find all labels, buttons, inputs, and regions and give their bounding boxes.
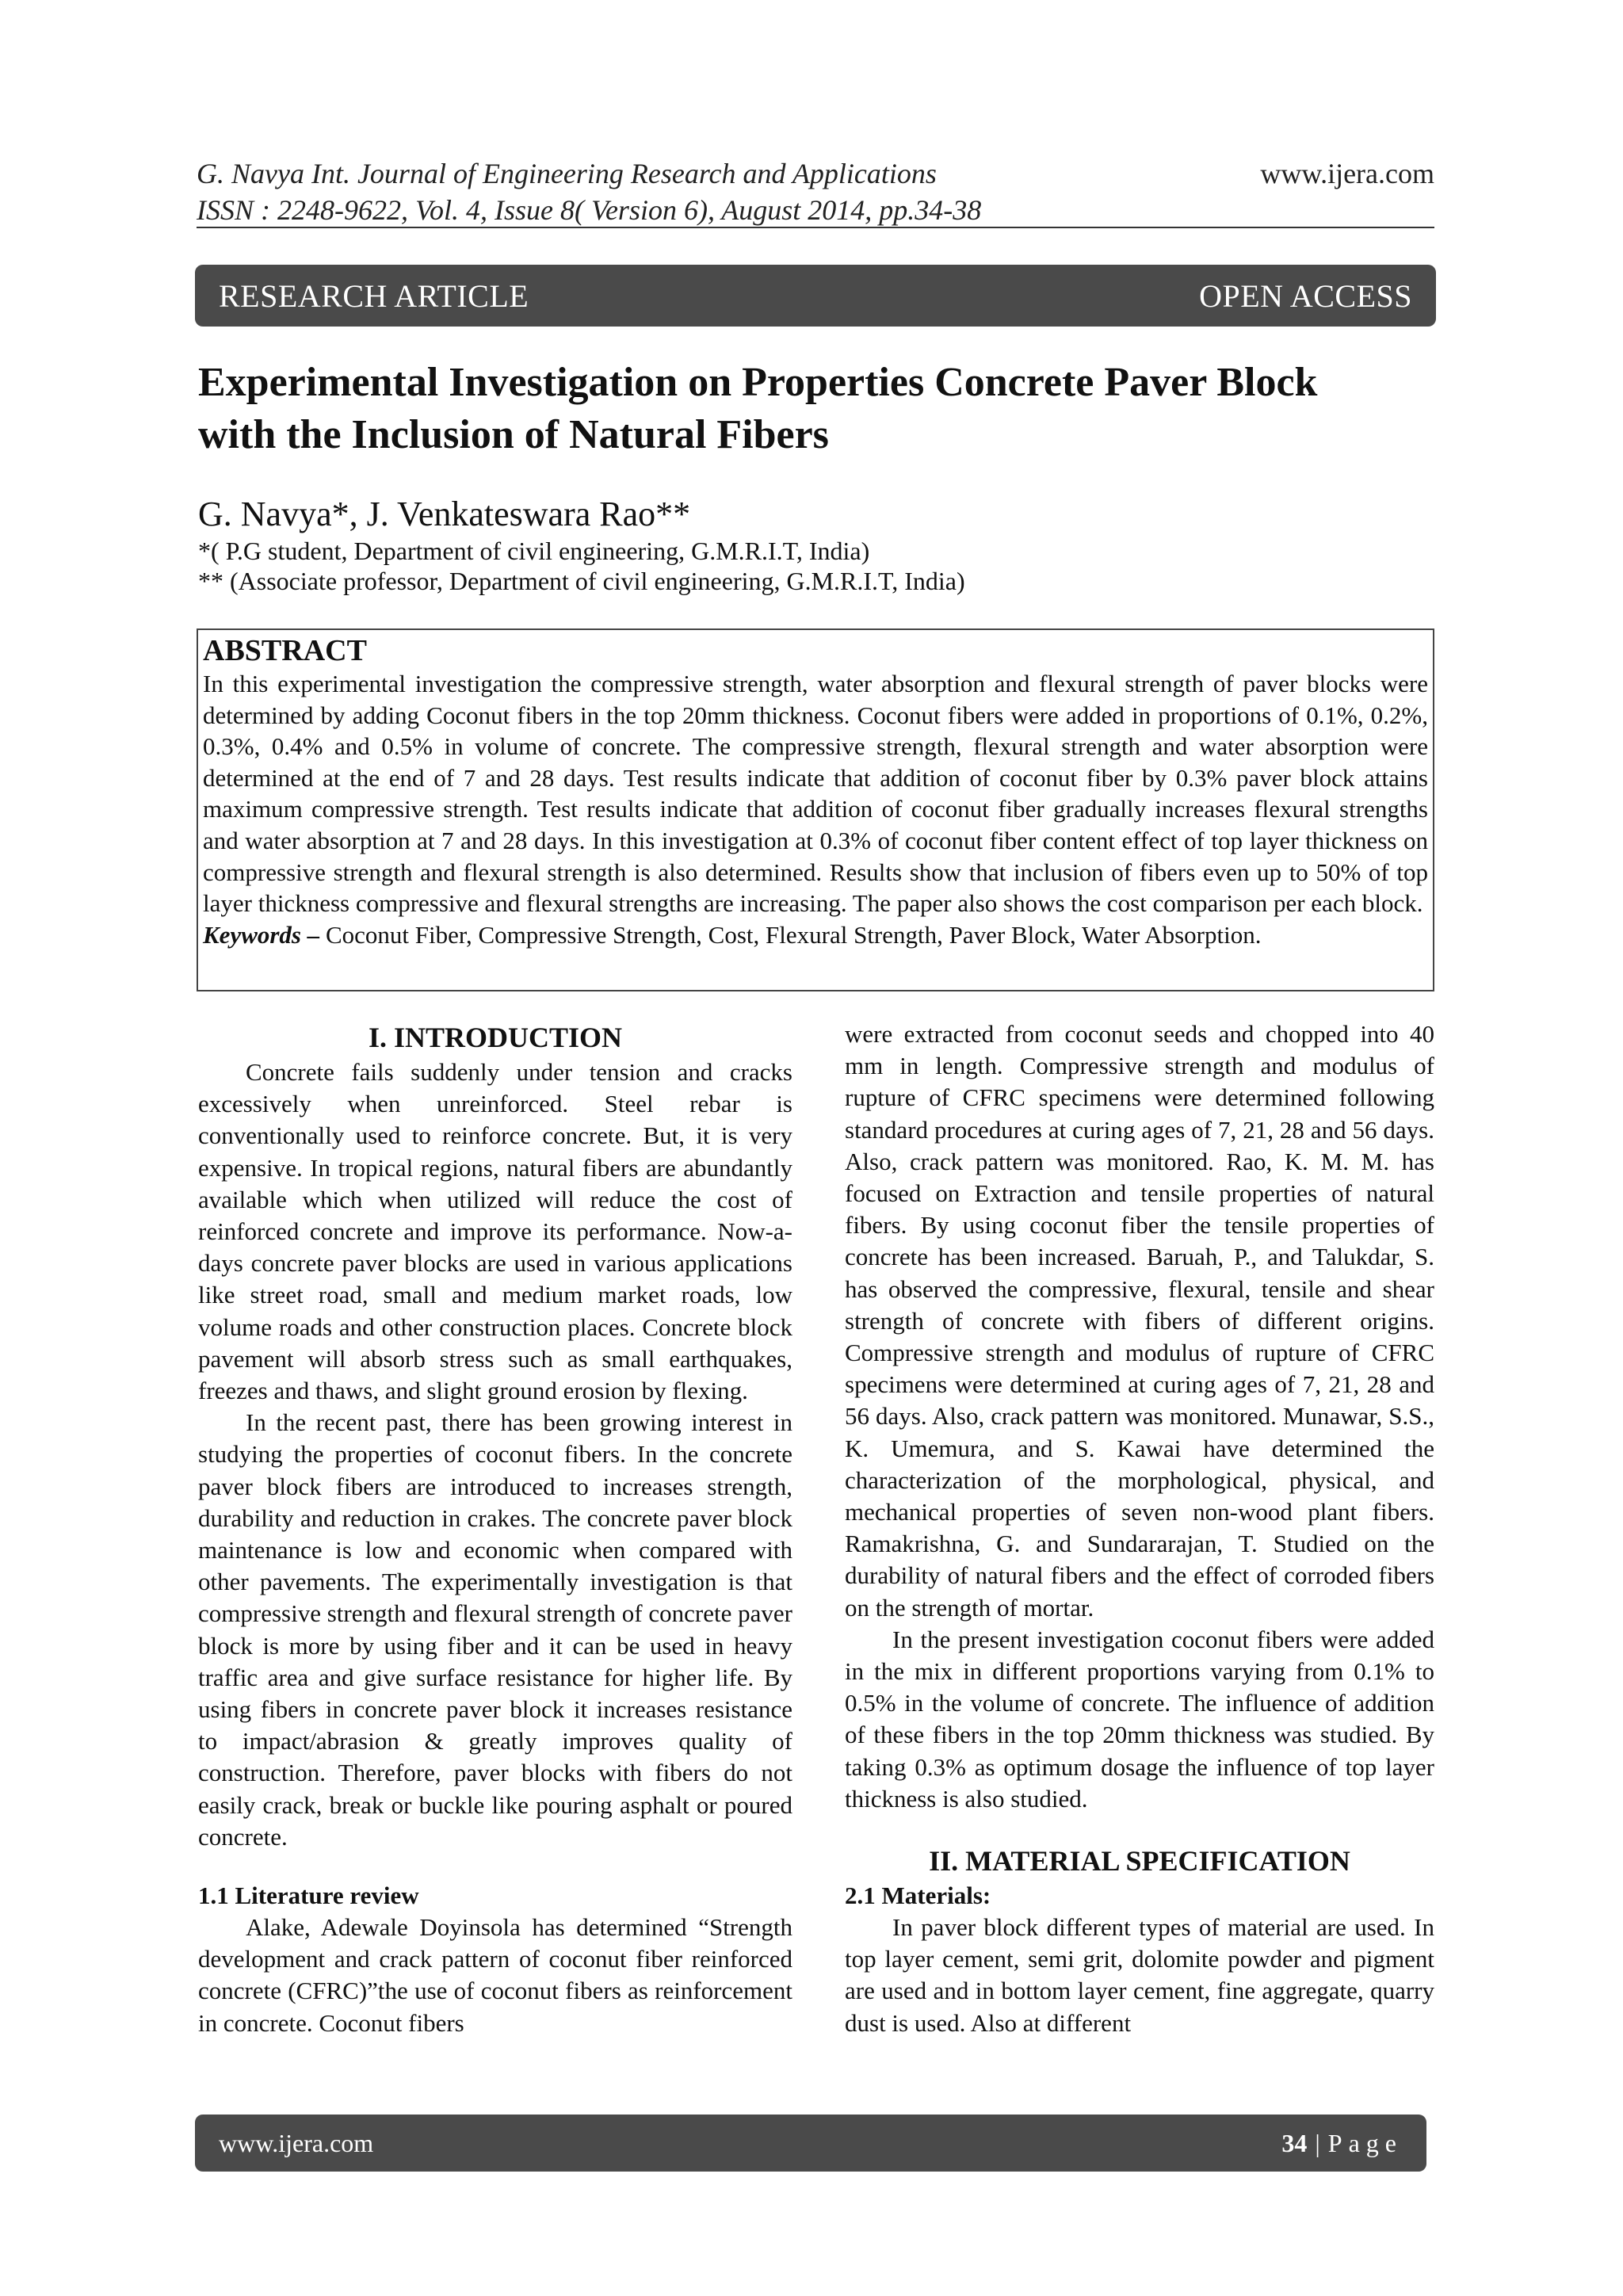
intro-paragraph-2: In the recent past, there has been growing interest in studying the properties of coconut fibers. In the concrete paver block fibers are introduced to increases strength, durability and reduction in crakes. The concrete paver block maintenance is low and economic when compared with other pavements. The experimentally investigation is that compressive strength and flexural strength of concrete paver block is more by using fiber and it can be used in heavy traffic area and give surface resistance for higher life. By using fibers in concrete paver block it increases resistance to impact/abrasion & greatly improves quality of construction. Therefore, paver blocks with fibers do not easily crack, break or buckle like pouring asphalt or poured concrete. xyxy=(198,1408,792,1851)
right-column xyxy=(845,1018,1434,2039)
header-citation xyxy=(197,155,981,228)
literature-paragraph-1: Alake, Adewale Doyinsola has determined “Strength development and crack pattern of coconut fiber reinforced concrete (CFRC)”the use of coconut fibers as reinforcement in concrete. Coconut fibers xyxy=(198,1913,792,2037)
left-column xyxy=(198,1018,792,2039)
title-line-2: with the Inclusion of Natural Fibers xyxy=(198,412,829,457)
research-article-label: RESEARCH ARTICLE xyxy=(219,277,529,314)
keywords-text: Coconut Fiber, Compressive Strength, Cost, Flexural Strength, Paver Block, Water Absorption. xyxy=(319,920,1262,949)
page-separator: | xyxy=(1315,2128,1320,2157)
keywords-label: Keywords – xyxy=(203,920,320,949)
section-heading-material-specification: II. MATERIAL SPECIFICATION xyxy=(929,1845,1350,1878)
page-footer xyxy=(195,2115,1426,2172)
issn-line: ISSN : 2248-9622, Vol. 4, Issue 8( Version 6), August 2014, pp.34-38 xyxy=(197,194,982,226)
abstract-text: In this experimental investigation the compressive strength, water absorption and flexural strength of paver blocks were determined by adding Coconut fibers in the top 20mm thickness. Coconut fibers were added in proportions of 0.1%, 0.2%, 0.3%, 0.4% and 0.5% in volume of concrete. The compressive strength, flexural strength and water absorption were determined at the end of 7 and 28 days. Test results indicate that addition of coconut fiber by 0.3% paver block attains maximum compressive strength. Test results indicate that addition of coconut fiber gradually increases flexural strengths and water absorption at 7 and 28 days. In this investigation at 0.3% of coconut fiber content effect of top layer thickness on compressive strength and flexural strength is also determined. Results show that inclusion of fibers even up to 50% of top layer thickness compressive and flexural strengths are increasing. The paper also shows the cost comparison per each block. xyxy=(203,670,1428,918)
journal-line: G. Navya Int. Journal of Engineering Research and Applications xyxy=(197,158,937,189)
header-website: www.ijera.com xyxy=(1260,158,1434,189)
abstract-box xyxy=(197,628,1434,991)
footer-website: www.ijera.com xyxy=(219,2128,374,2157)
page-word: Page xyxy=(1327,2128,1403,2157)
affiliation-1: *( P.G student, Department of civil engineering, G.M.R.I.T, India) xyxy=(198,537,870,565)
intro-paragraph-1: Concrete fails suddenly under tension and cracks excessively when unreinforced. Steel rebar is conventionally used to reinforce concrete. But, it is very expensive. In tropical regions, natural fibers are abundantly available which when utilized will reduce the cost of reinforced concrete and improve its performance. Now-a-days concrete paver blocks are used in various applications like street road, small and medium market roads, low volume roads and other construction places. Concrete block pavement will absorb stress such as small earthquakes, freezes and thaws, and slight ground erosion by flexing. xyxy=(198,1058,792,1405)
title-line-1: Experimental Investigation on Properties Concrete Paver Block xyxy=(198,360,1318,405)
paper-title xyxy=(198,357,1434,461)
literature-paragraph-1-continued: were extracted from coconut seeds and chopped into 40 mm in length. Compressive strength and modulus of rupture of CFRC specimens were determined following standard procedures at curing ages of 7, 21, 28 and 56 days. Also, crack pattern was monitored. Rao, K. M. M. has focused on Extraction and tensile properties of natural fibers. By using coconut fiber the tensile properties of concrete has been increased. Baruah, P., and Talukdar, S. has observed the compressive, flexural, tensile and shear strength of concrete with fibers of different origins. Compressive strength and modulus of rupture of CFRC specimens were determined at curing ages of 7, 21, 28 and 56 days. Also, crack pattern was monitored. Munawar, S.S., K. Umemura, and S. Kawai have determined the characterization of the morphological, physical, and mechanical properties of seven non-wood plant fibers. Ramakrishna, G. and Sundararajan, T. Studied on the durability of natural fibers and the effect of corroded fibers on the strength of mortar. xyxy=(845,1020,1434,1622)
abstract-heading: ABSTRACT xyxy=(203,634,367,667)
author-list: G. Navya*, J. Venkateswara Rao** xyxy=(198,495,691,533)
article-type-banner xyxy=(195,265,1436,327)
keywords-line xyxy=(203,919,1428,951)
materials-paragraph-1: In paver block different types of material are used. In top layer cement, semi grit, dolomite powder and pigment are used and in bottom layer cement, fine aggregate, quarry dust is used. Also at different xyxy=(845,1913,1434,2037)
subsection-heading-literature-review: 1.1 Literature review xyxy=(198,1881,419,1910)
section-heading-introduction: I. INTRODUCTION xyxy=(368,1022,623,1053)
page-indicator xyxy=(1281,2129,1403,2158)
header-rule xyxy=(197,227,1434,228)
literature-paragraph-2: In the present investigation coconut fibers were added in the mix in different proportions varying from 0.1% to 0.5% in the volume of concrete. The influence of addition of these fibers in the top 20mm thickness was studied. By taking 0.3% as optimum dosage the influence of top layer thickness is also studied. xyxy=(845,1625,1434,1813)
open-access-label: OPEN ACCESS xyxy=(1199,277,1412,314)
subsection-heading-materials: 2.1 Materials: xyxy=(845,1881,991,1910)
page-number: 34 xyxy=(1281,2128,1308,2157)
affiliation-2: ** (Associate professor, Department of civil engineering, G.M.R.I.T, India) xyxy=(198,567,965,595)
